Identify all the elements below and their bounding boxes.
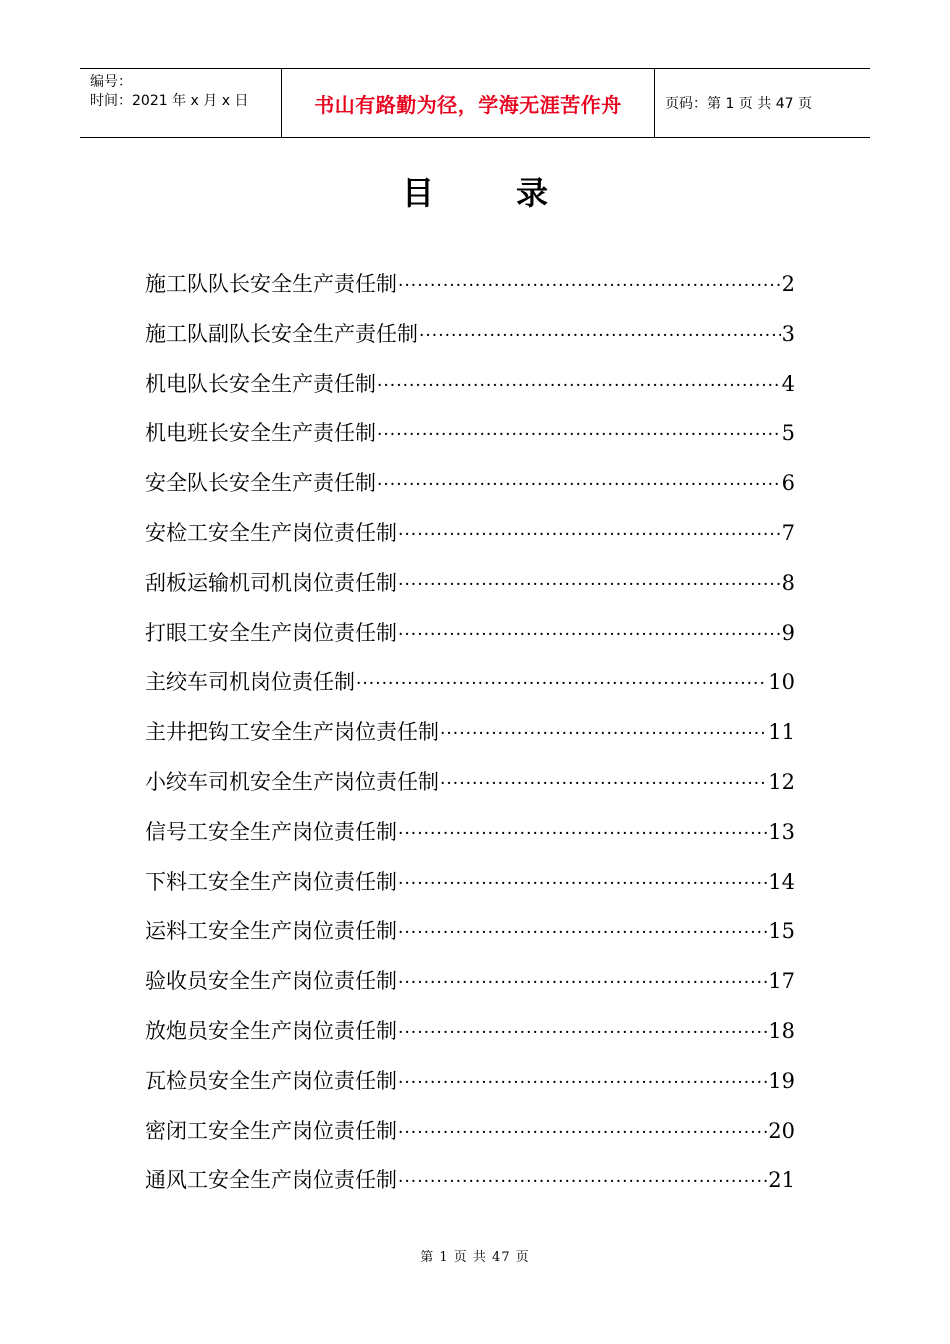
toc-leader-dots [398,874,767,894]
toc-entry[interactable] [145,1065,795,1115]
toc-entry-page: 8 [781,570,795,595]
toc-entry-title: 施工队副队长安全生产责任制 [145,321,418,346]
toc-leader-dots [377,376,781,396]
title-char-2: 录 [516,174,549,212]
toc-entry[interactable] [145,567,795,617]
toc-entry-title: 瓦检员安全生产岗位责任制 [145,1068,397,1093]
toc-entry[interactable] [145,1015,795,1065]
toc-entry[interactable] [145,617,795,667]
toc-entry[interactable] [145,816,795,866]
toc-entry-title: 信号工安全生产岗位责任制 [145,819,397,844]
header-meta-cell [80,69,282,137]
toc-entry[interactable] [145,417,795,467]
toc-entry[interactable] [145,517,795,567]
header-motto-cell [282,69,655,137]
toc-entry[interactable] [145,915,795,965]
toc-entry-page: 13 [768,819,795,844]
toc-entry-page: 5 [781,421,795,446]
toc-entry[interactable] [145,965,795,1015]
toc-entry[interactable] [145,766,795,816]
toc-leader-dots [398,1023,767,1043]
toc-entry-title: 小绞车司机安全生产岗位责任制 [145,769,439,794]
toc-entry[interactable] [145,666,795,716]
toc-entry-title: 施工队队长安全生产责任制 [145,272,397,296]
toc-entry-title: 刮板运输机司机岗位责任制 [145,570,397,595]
toc-entry[interactable] [145,1115,795,1165]
number-label: 编号： [90,74,132,90]
toc-entry[interactable] [145,716,795,766]
toc-leader-dots [398,923,767,943]
toc-leader-dots [398,625,781,645]
toc-entry[interactable] [145,318,795,368]
toc-entry-page: 10 [768,670,795,695]
page-info: 页码：第 1 页 共 47 页 [665,96,812,112]
toc-leader-dots [398,973,767,993]
page-footer: 第 1 页 共 47 页 [420,1250,530,1265]
title-char-1: 目 [401,174,434,212]
time-label: 时间：2021 年 x 月 x 日 [90,93,249,109]
toc-leader-dots [398,276,781,296]
toc-entry-page: 12 [768,769,795,794]
toc-entry-page: 20 [768,1118,795,1143]
toc-entry-page: 21 [768,1168,795,1193]
header-page-cell [655,69,870,137]
toc-entry-title: 机电班长安全生产责任制 [145,421,376,446]
toc-entry-page: 2 [781,272,795,296]
toc-entry-page: 6 [781,471,795,496]
toc-entry-page: 14 [768,869,795,894]
toc-leader-dots [377,425,781,445]
toc-entry-page: 9 [781,620,795,645]
toc-entry[interactable] [145,268,795,318]
toc-entry-title: 放炮员安全生产岗位责任制 [145,1018,397,1043]
toc-entry-page: 7 [781,520,795,545]
toc-entry[interactable] [145,866,795,916]
page-title [0,168,950,214]
toc-leader-dots [398,1123,767,1143]
toc-entry-page: 15 [768,919,795,944]
toc-leader-dots [398,525,781,545]
toc-entry-page: 11 [768,720,795,745]
toc-leader-dots [356,674,767,694]
toc-entry-title: 安检工安全生产岗位责任制 [145,520,397,545]
toc-entry-title: 安全队长安全生产责任制 [145,471,376,496]
toc-leader-dots [398,1073,767,1093]
toc-leader-dots [398,1172,767,1192]
toc-leader-dots [440,774,767,794]
toc-entry[interactable] [145,1164,795,1214]
toc-leader-dots [440,724,767,744]
toc-leader-dots [419,326,781,346]
toc-entry-title: 主井把钩工安全生产岗位责任制 [145,720,439,745]
toc-leader-dots [398,575,781,595]
toc-entry-page: 3 [781,321,795,346]
document-header [80,68,870,138]
toc-entry-title: 运料工安全生产岗位责任制 [145,919,397,944]
toc-leader-dots [398,824,767,844]
toc-entry-title: 验收员安全生产岗位责任制 [145,969,397,994]
toc-entry-title: 密闭工安全生产岗位责任制 [145,1118,397,1143]
toc-leader-dots [377,475,781,495]
motto-text: 书山有路勤为径，学海无涯苦作舟 [314,92,622,117]
toc-entry-title: 下料工安全生产岗位责任制 [145,869,397,894]
toc-entry[interactable] [145,467,795,517]
toc-entry-page: 4 [781,371,795,396]
toc-entry-title: 机电队长安全生产责任制 [145,371,376,396]
toc-entry-title: 主绞车司机岗位责任制 [145,670,355,695]
toc-entry[interactable] [145,368,795,418]
toc-entry-title: 打眼工安全生产岗位责任制 [145,620,397,645]
toc-entry-page: 18 [768,1018,795,1043]
toc-entry-page: 19 [768,1068,795,1093]
toc-entry-title: 通风工安全生产岗位责任制 [145,1168,397,1193]
table-of-contents [145,268,795,1214]
toc-entry-page: 17 [768,969,795,994]
